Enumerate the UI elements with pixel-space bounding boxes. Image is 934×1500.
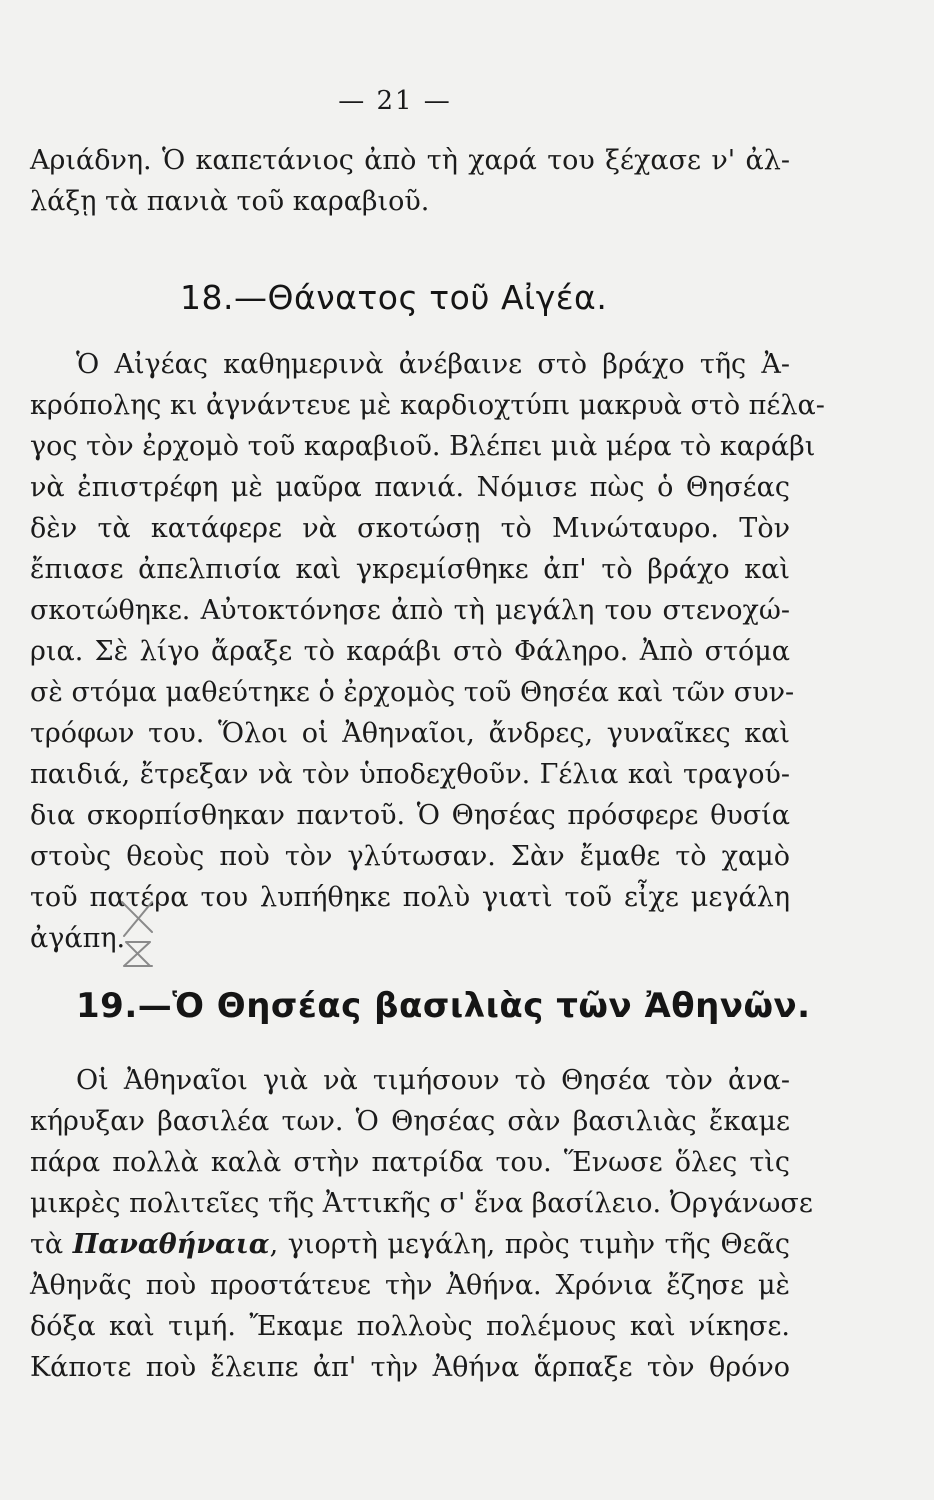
section-18-heading: 18.—Θάνατος τοῦ Αἰγέα. [180,278,608,317]
text-line: ρια. Σὲ λίγο ἄραξε τὸ καράβι στὸ Φάληρο. Ἀπὸ στόμα [30,636,790,667]
text-line: κρόπολης κι ἀγνάντευε μὲ καρδιοχτύπι μακρυὰ στὸ πέλα- [30,390,825,421]
emphasized-word: Παναθήναια [72,1229,270,1260]
text-line: σὲ στόμα μαθεύτηκε ὁ ἐρχομὸς τοῦ Θησέα καὶ τῶν συν- [30,677,795,708]
text-line: Αριάδνη. Ὁ καπετάνιος ἀπὸ τὴ χαρά του ξέχασε ν' ἀλ- [30,145,790,176]
text-line: δόξα καὶ τιμή. Ἔκαμε πολλοὺς πολέμους καὶ νίκησε. [30,1311,790,1342]
text-line: νὰ ἐπιστρέφη μὲ μαῦρα πανιά. Νόμισε πὼς ὁ Θησέας [30,472,790,503]
text-line: στοὺς θεοὺς ποὺ τὸν γλύτωσαν. Σὰν ἔμαθε τὸ χαμὸ [30,841,790,872]
section-19-paragraph [30,1060,813,1388]
text-line: Ὁ Αἰγέας καθημερινὰ ἀνέβαινε στὸ βράχο τῆς Ἀ- [76,349,790,380]
section-18-paragraph [30,344,825,959]
text-line: παιδιά, ἔτρεξαν νὰ τὸν ὑποδεχθοῦν. Γέλια καὶ τραγού- [30,759,790,790]
text-line: Ἀθηνᾶς ποὺ προστάτευε τὴν Ἀθήνα. Χρόνια ἔζησε μὲ [30,1270,790,1301]
text-line: δὲν τὰ κατάφερε νὰ σκοτώσῃ τὸ Μινώταυρο. Τὸν [30,513,790,544]
text-line: Οἱ Ἀθηναῖοι γιὰ νὰ τιμήσουν τὸ Θησέα τὸν ἀνα- [76,1065,790,1096]
text-line: ἀγάπη. [30,923,126,954]
text-line: Κάποτε ποὺ ἔλειπε ἀπ' τὴν Ἀθήνα ἅρπαξε τὸν θρόνο [30,1352,790,1383]
text-line: δια σκορπίσθηκαν παντοῦ. Ὁ Θησέας πρόσφερε θυσία [30,800,790,831]
section-19-heading: 19.—Ὁ Θησέας βασιλιὰς τῶν Ἀθηνῶν. [76,986,811,1026]
text-line: μικρὲς πολιτεῖες τῆς Ἀττικῆς σ' ἕνα βασίλειο. Ὀργάνωσε [30,1188,813,1219]
text-line: τοῦ πατέρα του λυπήθηκε πολὺ γιατὶ τοῦ εἶχε μεγάλη [30,882,790,913]
text-line: ἔπιασε ἀπελπισία καὶ γκρεμίσθηκε ἀπ' τὸ βράχο καὶ [30,554,790,585]
text-line: κήρυξαν βασιλέα των. Ὁ Θησέας σὰν βασιλιὰς ἔκαμε [30,1106,790,1137]
text-line [30,1224,790,1265]
text-line: σκοτώθηκε. Αὐτοκτόνησε ἀπὸ τὴ μεγάλη του στενοχώ- [30,595,790,626]
page-number: — 21 — [338,86,452,116]
text-line: πάρα πολλὰ καλὰ στὴν πατρίδα του. Ἕνωσε ὅλες τὶς [30,1147,790,1178]
text-line: τρόφων του. Ὅλοι οἱ Ἀθηναῖοι, ἄνδρες, γυναῖκες καὶ [30,718,790,749]
pencil-mark-icon [112,896,162,972]
text-fragment: τὰ [30,1229,73,1260]
text-line: λάξῃ τὰ πανιὰ τοῦ καραβιοῦ. [30,186,430,217]
text-line: γος τὸν ἐρχομὸ τοῦ καραβιοῦ. Βλέπει μιὰ μέρα τὸ καράβι [30,431,816,462]
text-fragment: , γιορτὴ μεγάλη, πρὸς τιμὴν τῆς Θεᾶς [269,1229,790,1260]
intro-paragraph [30,140,790,222]
